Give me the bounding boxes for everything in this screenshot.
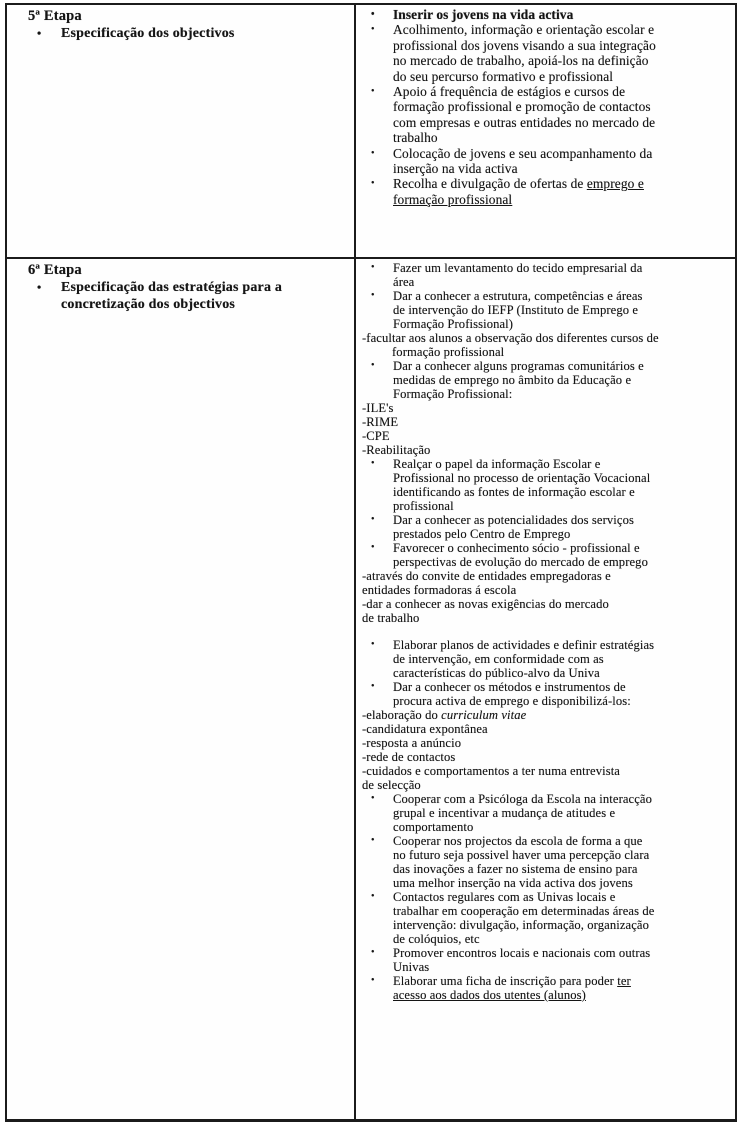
text-segment: -CPE: [362, 429, 390, 443]
bullet-icon: •: [371, 681, 375, 692]
detail-bullet-item: [362, 638, 731, 680]
detail-bullet-item: [362, 834, 731, 890]
stage-cell: [6, 4, 355, 258]
bullet-icon: •: [371, 947, 375, 958]
detail-dash-item: [362, 736, 620, 750]
text-segment: -através do convite de entidades empregadoras e entidades formadoras á escola: [362, 569, 611, 597]
text-segment: Cooperar nos projectos da escola de forma a que no futuro seja possivel haver uma percepção clara das inovações a fazer no sistema de ensino para uma melhor inserção na vida activa dos jovens: [393, 834, 650, 890]
bullet-icon: •: [371, 639, 375, 650]
detail-bullet-text: [393, 176, 661, 207]
detail-bullet-text: [393, 680, 655, 708]
detail-bullet-text: [393, 261, 655, 289]
text-segment: -Reabilitação: [362, 443, 431, 457]
detail-bullet-item: [362, 457, 731, 513]
detail-bullet-item: [362, 7, 731, 22]
detail-dash-item: [362, 569, 620, 597]
text-segment: Recolha e divulgação de ofertas de: [393, 176, 587, 192]
text-segment: -elaboração do: [362, 708, 442, 722]
text-segment: curriculum vitae: [441, 708, 527, 722]
text-segment: emprego e formação profissional: [393, 176, 644, 207]
text-segment: Contactos regulares com as Univas locais e trabalhar em cooperação em determinadas áreas de intervenção: divulgação, informação, organização de colóquios, etc: [393, 890, 655, 946]
bullet-icon: •: [371, 290, 375, 301]
text-segment: -rede de contactos: [362, 750, 456, 764]
text-segment: Favorecer o conhecimento sócio - profissional e perspectivas de evolução do mercado de emprego: [393, 541, 648, 569]
detail-dash-item: [362, 750, 620, 764]
detail-dash-item: [362, 443, 620, 457]
detail-bullet-text: [393, 22, 661, 84]
text-segment: Elaborar uma ficha de inscrição para poder: [393, 974, 618, 988]
detail-bullet-text: [393, 359, 655, 401]
detail-bullet-item: [362, 176, 731, 207]
detail-dash-item: [362, 597, 620, 625]
bullet-icon: •: [371, 835, 375, 846]
text-segment: Realçar o papel da informação Escolar e Profissional no processo de orientação Vocacional identificando as fontes de informação escolar e profissional: [393, 457, 651, 513]
details-cell-content: [356, 5, 735, 256]
detail-bullet-text: [393, 289, 655, 331]
bullet-icon: •: [371, 262, 375, 273]
stage-title: 6ª Etapa: [28, 262, 82, 278]
detail-bullet-text: [393, 834, 655, 890]
detail-bullet-item: [362, 792, 731, 834]
text-segment: Promover encontros locais e nacionais com outras Univas: [393, 946, 651, 974]
detail-bullet-item: [362, 974, 731, 1002]
stage-objective-text: Especificação das estratégias para a concretização dos objectivos: [61, 280, 283, 312]
bullet-icon: •: [371, 975, 375, 986]
text-segment: -facultar aos alunos a observação dos diferentes cursos de formação profissional: [362, 331, 659, 359]
text-segment: -ILE's: [362, 401, 394, 415]
detail-bullet-text: [393, 946, 655, 974]
detail-bullet-text: [393, 457, 655, 513]
text-segment: Elaborar planos de actividades e definir estratégias de intervenção, em conformidade com as características do público-alvo da Univa: [393, 638, 655, 680]
detail-bullet-item: [362, 359, 731, 401]
table-body: [6, 4, 736, 1121]
text-segment: Inserir os jovens na vida activa: [393, 7, 574, 22]
text-segment: Acolhimento, informação e orientação escolar e profissional dos jovens visando a sua integração no mercado de trabalho, apoiá-los na definição do seu percurso formativo e profissional: [393, 22, 656, 84]
detail-bullet-text: [393, 792, 655, 834]
text-segment: Cooperar com a Psicóloga da Escola na interacção grupal e incentivar a mudança de atitudes e comportamento: [393, 792, 653, 834]
text-segment: -cuidados e comportamentos a ter numa entrevista de selecção: [362, 764, 620, 792]
detail-bullet-text: [393, 541, 655, 569]
detail-bullet-item: [362, 890, 731, 946]
detail-dash-item: [362, 429, 620, 443]
bullet-icon: •: [37, 280, 42, 294]
bullet-icon: •: [371, 178, 375, 190]
stage-cell-content: [7, 5, 354, 257]
detail-bullet-text: [393, 7, 573, 22]
stage-cell-content: [7, 259, 354, 1119]
stage-title: 5ª Etapa: [28, 8, 82, 24]
detail-dash-item: [362, 415, 620, 429]
detail-bullet-item: [362, 261, 731, 289]
table-row: [6, 258, 736, 1121]
text-segment: Dar a conhecer as potencialidades dos serviços prestados pelo Centro de Emprego: [393, 513, 634, 541]
detail-dash-item: [362, 708, 620, 722]
detail-bullet-text: [393, 638, 655, 680]
detail-bullet-item: [362, 146, 731, 177]
detail-bullet-text: [393, 146, 661, 177]
details-cell: [355, 4, 736, 258]
detail-bullet-item: [362, 680, 731, 708]
text-segment: Dar a conhecer alguns programas comunitários e medidas de emprego no âmbito da Educação e Formação Profissional:: [393, 359, 644, 401]
detail-bullet-item: [362, 289, 731, 331]
detail-dash-item: [362, 722, 620, 736]
bullet-icon: •: [371, 542, 375, 553]
stage-objective-bullet: [28, 25, 343, 42]
stage-objective-text: Especificação dos objectivos: [61, 26, 235, 41]
text-segment: Dar a conhecer a estrutura, competências e áreas de intervenção do IEFP (Instituto de Emprego e Formação Profissional): [393, 289, 643, 331]
text-segment: -resposta a anúncio: [362, 736, 462, 750]
bullet-icon: •: [371, 793, 375, 804]
bullet-icon: •: [37, 26, 42, 40]
table-row: [6, 4, 736, 258]
stage-objective-bullet: [28, 279, 343, 313]
text-segment: Fazer um levantamento do tecido empresarial da área: [393, 261, 643, 289]
text-segment: -dar a conhecer as novas exigências do mercado de trabalho: [362, 597, 609, 625]
detail-bullet-item: [362, 541, 731, 569]
detail-dash-item: [362, 401, 620, 415]
text-segment: Colocação de jovens e seu acompanhamento da inserção na vida activa: [393, 145, 653, 177]
detail-bullet-text: [393, 890, 655, 946]
detail-dash-item: [362, 764, 620, 792]
stage-cell: [6, 258, 355, 1121]
detail-bullet-item: [362, 513, 731, 541]
bullet-icon: •: [371, 514, 375, 525]
detail-bullet-text: [393, 974, 655, 1002]
bullet-icon: •: [371, 458, 375, 469]
bullet-icon: •: [371, 360, 375, 371]
detail-bullet-item: [362, 946, 731, 974]
text-segment: ter acesso aos dados dos utentes (alunos): [393, 974, 631, 1002]
text-segment: -candidatura expontânea: [362, 722, 488, 736]
detail-bullet-text: [393, 513, 655, 541]
details-cell-content: [356, 259, 735, 1118]
detail-bullet-text: [393, 84, 661, 146]
text-segment: Dar a conhecer os métodos e instrumentos de procura activa de emprego e disponibilizá-los:: [393, 680, 631, 708]
bullet-icon: •: [371, 147, 375, 159]
bullet-icon: •: [371, 891, 375, 902]
text-segment: Apoio á frequência de estágios e cursos de formação profissional e promoção de contactos com empresas e outras entidades no mercado de trabalho: [393, 84, 656, 146]
detail-dash-item: [362, 331, 680, 359]
etapas-table: [5, 3, 737, 1122]
text-segment: -RIME: [362, 415, 399, 429]
blank-line: [362, 625, 731, 638]
bullet-icon: •: [371, 9, 375, 20]
bullet-icon: •: [371, 86, 375, 98]
detail-bullet-item: [362, 22, 731, 84]
details-cell: [355, 258, 736, 1121]
detail-bullet-item: [362, 84, 731, 146]
bullet-icon: •: [371, 24, 375, 36]
